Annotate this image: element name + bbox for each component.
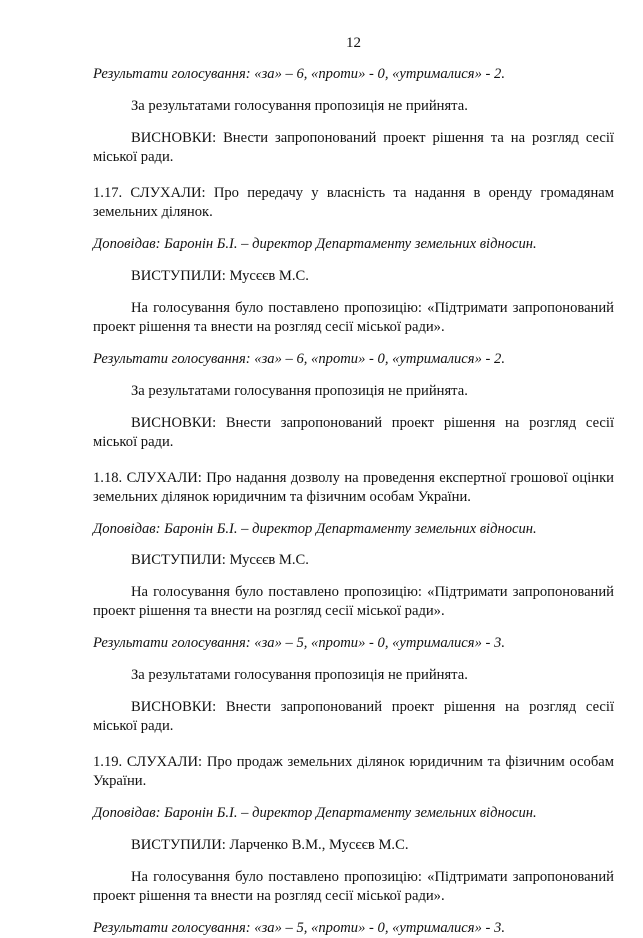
- speakers: ВИСТУПИЛИ: Ларченко В.М., Мусєєв М.С.: [131, 837, 409, 854]
- agenda-item-heard: 1.18. СЛУХАЛИ: Про надання дозволу на проведення експертної грошової оцінки земельних ділянок юридичним та фізичним особам України.: [93, 469, 614, 505]
- document-page: [93, 32, 614, 938]
- conclusions: ВИСНОВКИ: Внести запропонований проект рішення та на розгляд сесії міської ради.: [93, 129, 614, 165]
- document-body: [93, 65, 614, 938]
- voting-results: Результати голосування: «за» – 5, «проти» - 0, «утрималися» - 3.: [93, 920, 505, 937]
- speakers: ВИСТУПИЛИ: Мусєєв М.С.: [131, 267, 309, 284]
- proposal: На голосування було поставлено пропозицію: «Підтримати запропонований проект рішення та внести на розгляд сесії міської ради».: [93, 299, 614, 335]
- voting-results: Результати голосування: «за» – 5, «проти» - 0, «утрималися» - 3.: [93, 635, 505, 652]
- voting-results: Результати голосування: «за» – 6, «проти» - 0, «утрималися» - 2.: [93, 66, 505, 82]
- speaker-report: Доповідав: Баронін Б.І. – директор Департаменту земельних відносин.: [93, 520, 537, 537]
- voting-outcome: За результатами голосування пропозиція не прийнята.: [131, 667, 468, 684]
- agenda-item-heard: 1.19. СЛУХАЛИ: Про продаж земельних ділянок юридичним та фізичним особам України.: [93, 754, 614, 790]
- proposal: На голосування було поставлено пропозицію: «Підтримати запропонований проект рішення та внести на розгляд сесії міської ради».: [93, 869, 614, 905]
- conclusions: ВИСНОВКИ: Внести запропонований проект рішення на розгляд сесії міської ради.: [93, 699, 614, 735]
- page-number: 12: [346, 35, 361, 51]
- agenda-item-heard: 1.17. СЛУХАЛИ: Про передачу у власність та надання в оренду громадянам земельних ділянок.: [93, 184, 614, 220]
- voting-outcome: За результатами голосування пропозиція не прийнята.: [131, 97, 468, 114]
- proposal: На голосування було поставлено пропозицію: «Підтримати запропонований проект рішення та внести на розгляд сесії міської ради».: [93, 584, 614, 620]
- speaker-report: Доповідав: Баронін Б.І. – директор Департаменту земельних відносин.: [93, 235, 537, 252]
- speakers: ВИСТУПИЛИ: Мусєєв М.С.: [131, 552, 309, 569]
- voting-results: Результати голосування: «за» – 6, «проти» - 0, «утрималися» - 2.: [93, 350, 505, 367]
- voting-outcome: За результатами голосування пропозиція не прийнята.: [131, 382, 468, 399]
- speaker-report: Доповідав: Баронін Б.І. – директор Департаменту земельних відносин.: [93, 805, 537, 822]
- conclusions: ВИСНОВКИ: Внести запропонований проект рішення на розгляд сесії міської ради.: [93, 414, 614, 450]
